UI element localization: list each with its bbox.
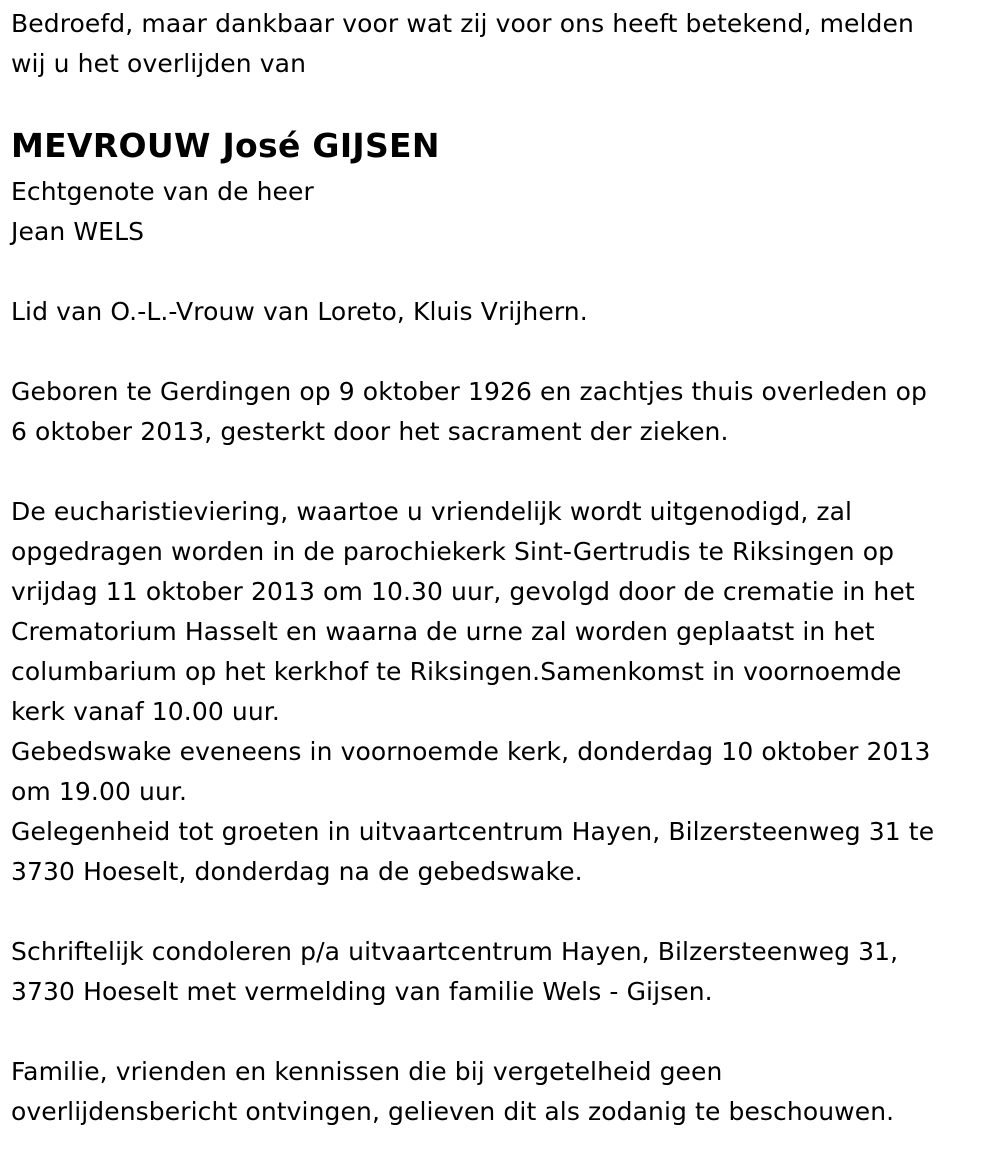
ceremony-paragraph	[11, 492, 996, 892]
birth-death-paragraph	[11, 372, 996, 452]
condolences-paragraph	[11, 932, 996, 1012]
closing-line: Familie, vrienden en kennissen die bij vergetelheid geen	[11, 1057, 723, 1086]
intro-paragraph	[11, 4, 996, 84]
ceremony-line: kerk vanaf 10.00 uur.	[11, 697, 280, 726]
obituary-notice	[11, 0, 996, 1132]
intro-line: wij u het overlijden van	[11, 49, 307, 78]
condolences-line: Schriftelijk condoleren p/a uitvaartcentrum Hayen, Bilzersteenweg 31,	[11, 937, 899, 966]
ceremony-line: Gelegenheid tot groeten in uitvaartcentrum Hayen, Bilzersteenweg 31 te	[11, 817, 935, 846]
birth-death-line: Geboren te Gerdingen op 9 oktober 1926 en zachtjes thuis overleden op	[11, 377, 928, 406]
spacer	[11, 892, 996, 932]
spouse-line: Jean WELS	[11, 217, 145, 246]
ceremony-line: 3730 Hoeselt, donderdag na de gebedswake.	[11, 857, 583, 886]
condolences-line: 3730 Hoeselt met vermelding van familie Wels - Gijsen.	[11, 977, 713, 1006]
birth-death-line: 6 oktober 2013, gesterkt door het sacrament der zieken.	[11, 417, 729, 446]
membership-line: Lid van O.-L.-Vrouw van Loreto, Kluis Vrijhern.	[11, 297, 588, 326]
ceremony-line: Gebedswake eveneens in voornoemde kerk, donderdag 10 oktober 2013	[11, 737, 931, 766]
spouse-line: Echtgenote van de heer	[11, 177, 314, 206]
spouse-block	[11, 172, 996, 252]
closing-paragraph	[11, 1052, 996, 1132]
spacer	[11, 1012, 996, 1052]
deceased-name: MEVROUW José GIJSEN	[11, 126, 440, 165]
spacer	[11, 332, 996, 372]
ceremony-line: om 19.00 uur.	[11, 777, 188, 806]
ceremony-line: opgedragen worden in de parochiekerk Sint-Gertrudis te Riksingen op	[11, 537, 895, 566]
intro-line: Bedroefd, maar dankbaar voor wat zij voor ons heeft betekend, melden	[11, 9, 914, 38]
ceremony-line: De eucharistieviering, waartoe u vriendelijk wordt uitgenodigd, zal	[11, 497, 853, 526]
closing-line: overlijdensbericht ontvingen, gelieven dit als zodanig te beschouwen.	[11, 1097, 895, 1126]
spacer	[11, 452, 996, 492]
spacer	[11, 252, 996, 292]
ceremony-line: Crematorium Hasselt en waarna de urne zal worden geplaatst in het	[11, 617, 875, 646]
ceremony-line: columbarium op het kerkhof te Riksingen.Samenkomst in voornoemde	[11, 657, 902, 686]
ceremony-line: vrijdag 11 oktober 2013 om 10.30 uur, gevolgd door de crematie in het	[11, 577, 915, 606]
